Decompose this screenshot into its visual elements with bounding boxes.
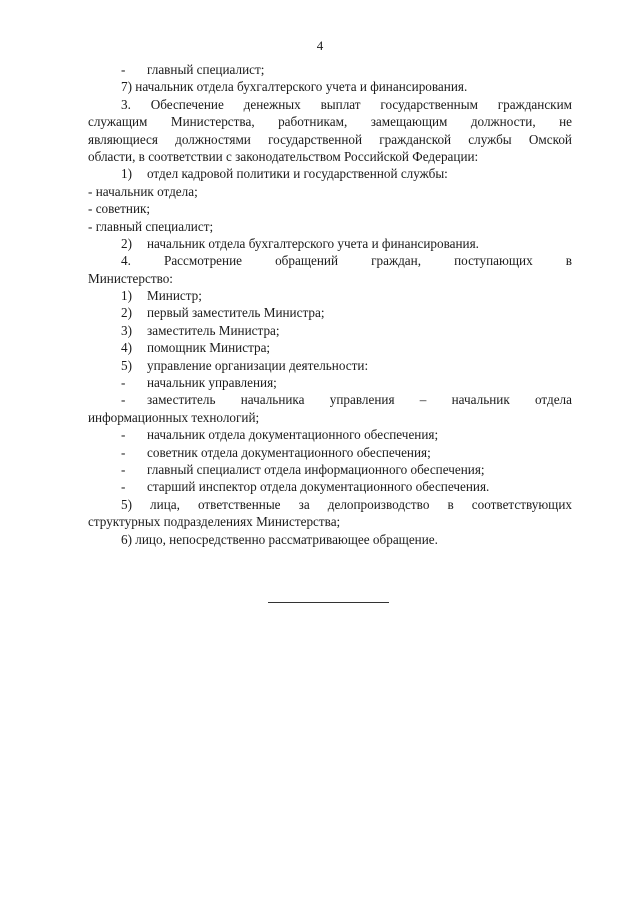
text-line: информационных технологий; <box>88 409 260 425</box>
text-line: - начальник отдела; <box>88 183 198 199</box>
list-dash: - <box>121 392 126 408</box>
text-line <box>88 391 572 408</box>
list-dash: - <box>121 444 126 460</box>
list-item-text: главный специалист; <box>147 62 265 77</box>
list-item-text: начальник управления; <box>147 375 277 391</box>
list-item-text: главный специалист отдела информационного обеспечения; <box>147 461 485 477</box>
text-line <box>88 444 572 461</box>
list-item-text: Министр; <box>147 288 202 304</box>
list-number: 2) <box>121 235 132 251</box>
text-line: - советник; <box>88 201 151 217</box>
page-number: 4 <box>316 38 324 53</box>
text-line <box>88 461 572 478</box>
text-line <box>88 374 572 391</box>
text-line: являющиеся должностями государственной гражданской службы Омской <box>88 131 572 147</box>
text-line: служащим Министерства, работникам, замещающим должности, не <box>88 114 572 130</box>
list-number: 5) <box>121 357 132 373</box>
list-item-text: отдел кадровой политики и государственной службы: <box>147 166 448 182</box>
list-number: 4) <box>121 340 132 356</box>
list-dash: - <box>121 461 126 477</box>
text-line: - главный специалист; <box>88 218 214 234</box>
list-number: 1) <box>121 288 132 304</box>
text-line <box>88 287 572 304</box>
text-line: 6) лицо, непосредственно рассматривающее обращение. <box>121 531 438 547</box>
text-line <box>88 235 572 252</box>
text-line: 4. Рассмотрение обращений граждан, поступающих в <box>121 253 572 269</box>
list-item-text: начальник отдела документационного обеспечения; <box>147 427 439 443</box>
list-item-text: управление организации деятельности: <box>147 357 369 373</box>
document-body <box>88 61 572 548</box>
text-line <box>88 357 572 374</box>
text-line <box>88 61 572 78</box>
list-item-text: советник отдела документационного обеспечения; <box>147 444 431 460</box>
list-dash: - <box>121 427 126 443</box>
list-number: 2) <box>121 305 132 321</box>
list-number: 1) <box>121 166 132 182</box>
text-line <box>88 322 572 339</box>
text-line <box>88 426 572 443</box>
list-item-text: заместитель начальника управления – начальник отдела <box>147 392 572 408</box>
list-dash: - <box>121 479 126 495</box>
end-divider-line <box>268 602 389 603</box>
text-line <box>88 478 572 495</box>
text-line: 5) лица, ответственные за делопроизводство в соответствующих <box>121 496 572 512</box>
text-line: 7) начальник отдела бухгалтерского учета и финансирования. <box>121 79 468 95</box>
list-dash: - <box>121 62 126 77</box>
text-line: области, в соответствии с законодательством Российской Федерации: <box>88 148 479 164</box>
text-line: 3. Обеспечение денежных выплат государственным гражданским <box>121 96 572 112</box>
list-item-text: начальник отдела бухгалтерского учета и финансирования. <box>147 235 479 251</box>
text-line <box>88 165 572 182</box>
text-line <box>88 304 572 321</box>
text-line: Министерство: <box>88 270 173 286</box>
list-dash: - <box>121 375 126 391</box>
list-item-text: помощник Министра; <box>147 340 271 356</box>
list-item-text: заместитель Министра; <box>147 322 280 338</box>
text-line: структурных подразделениях Министерства; <box>88 514 341 530</box>
list-item-text: старший инспектор отдела документационного обеспечения. <box>147 479 490 495</box>
list-item-text: первый заместитель Министра; <box>147 305 325 321</box>
text-line <box>88 339 572 356</box>
list-number: 3) <box>121 322 132 338</box>
